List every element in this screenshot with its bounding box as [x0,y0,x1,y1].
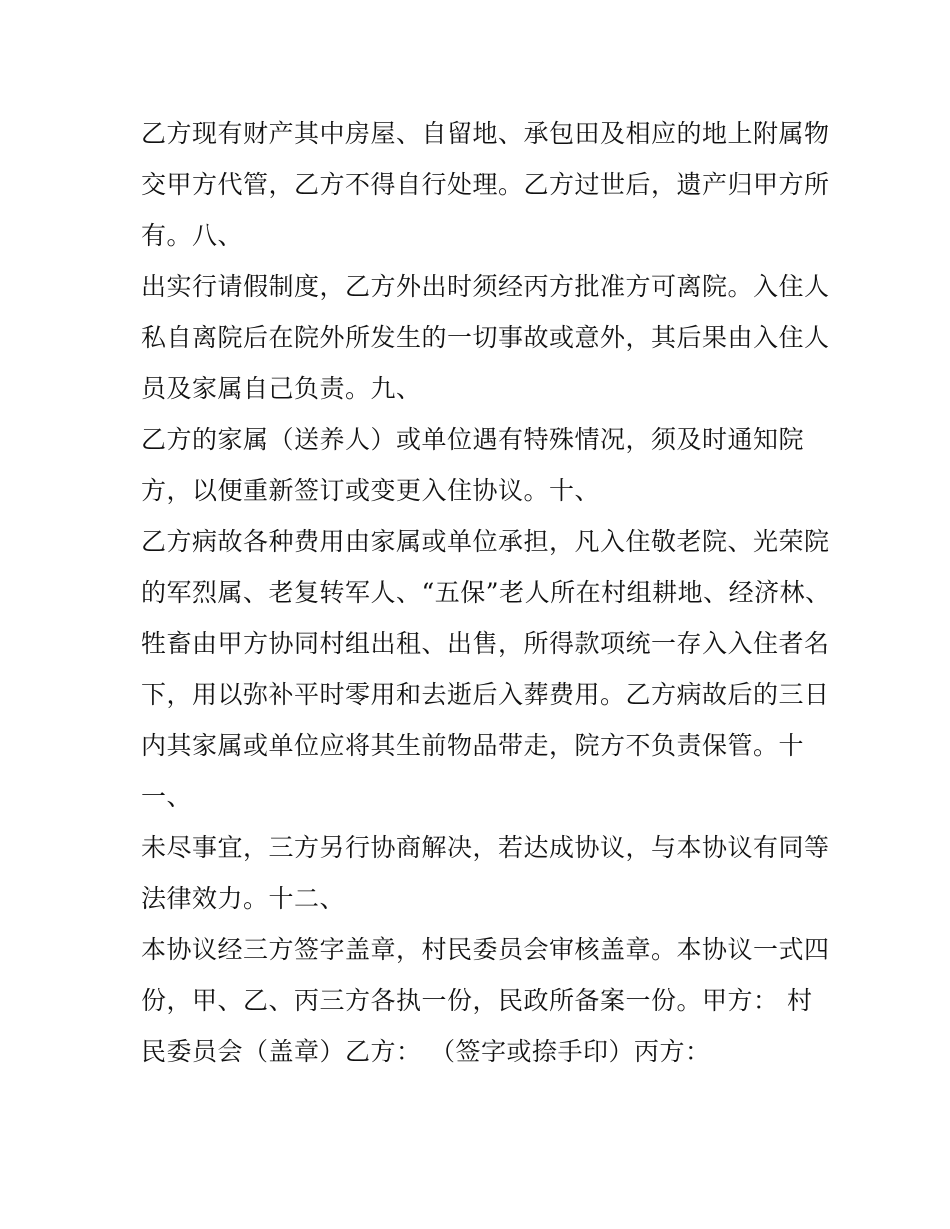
document-body [141,108,831,1077]
text-line: 未尽事宜，三方另行协商解决，若达成协议，与本协议有同等 [141,833,830,862]
text-line: 交甲方代管，乙方不得自行处理。乙方过世后，遗产归甲方所 [141,170,830,199]
text-line: 民委员会（盖章）乙方： （签字或捺手印）丙方： [141,1037,711,1066]
text-line: 的军烈属、老复转军人、“五保”老人所在村组耕地、经济林、 [141,578,831,607]
text-line: 出实行请假制度，乙方外出时须经丙方批准方可离院。入住人 [141,272,830,301]
text-line: 下，用以弥补平时零用和去逝后入葬费用。乙方病故后的三日 [141,680,830,709]
text-line: 乙方的家属（送养人）或单位遇有特殊情况，须及时通知院 [141,425,805,454]
text-line: 本协议经三方签字盖章，村民委员会审核盖章。本协议一式四 [141,935,830,964]
text-line: 乙方病故各种费用由家属或单位承担，凡入住敬老院、光荣院 [141,527,830,556]
text-line: 内其家属或单位应将其生前物品带走，院方不负责保管。十 [141,731,805,760]
text-line: 份，甲、乙、丙三方各执一份，民政所备案一份。甲方： 村 [141,986,813,1015]
text-line: 方，以便重新签订或变更入住协议。十、 [141,476,601,505]
text-line: 牲畜由甲方协同村组出租、出售，所得款项统一存入入住者名 [141,629,830,658]
text-line: 私自离院后在院外所发生的一切事故或意外，其后果由入住人 [141,323,830,352]
text-line: 一、 [141,782,193,811]
text-line: 员及家属自己负责。九、 [141,374,422,403]
text-line: 乙方现有财产其中房屋、自留地、承包田及相应的地上附属物 [141,119,830,148]
text-line: 法律效力。十二、 [141,884,346,913]
text-line: 有。八、 [141,221,244,250]
